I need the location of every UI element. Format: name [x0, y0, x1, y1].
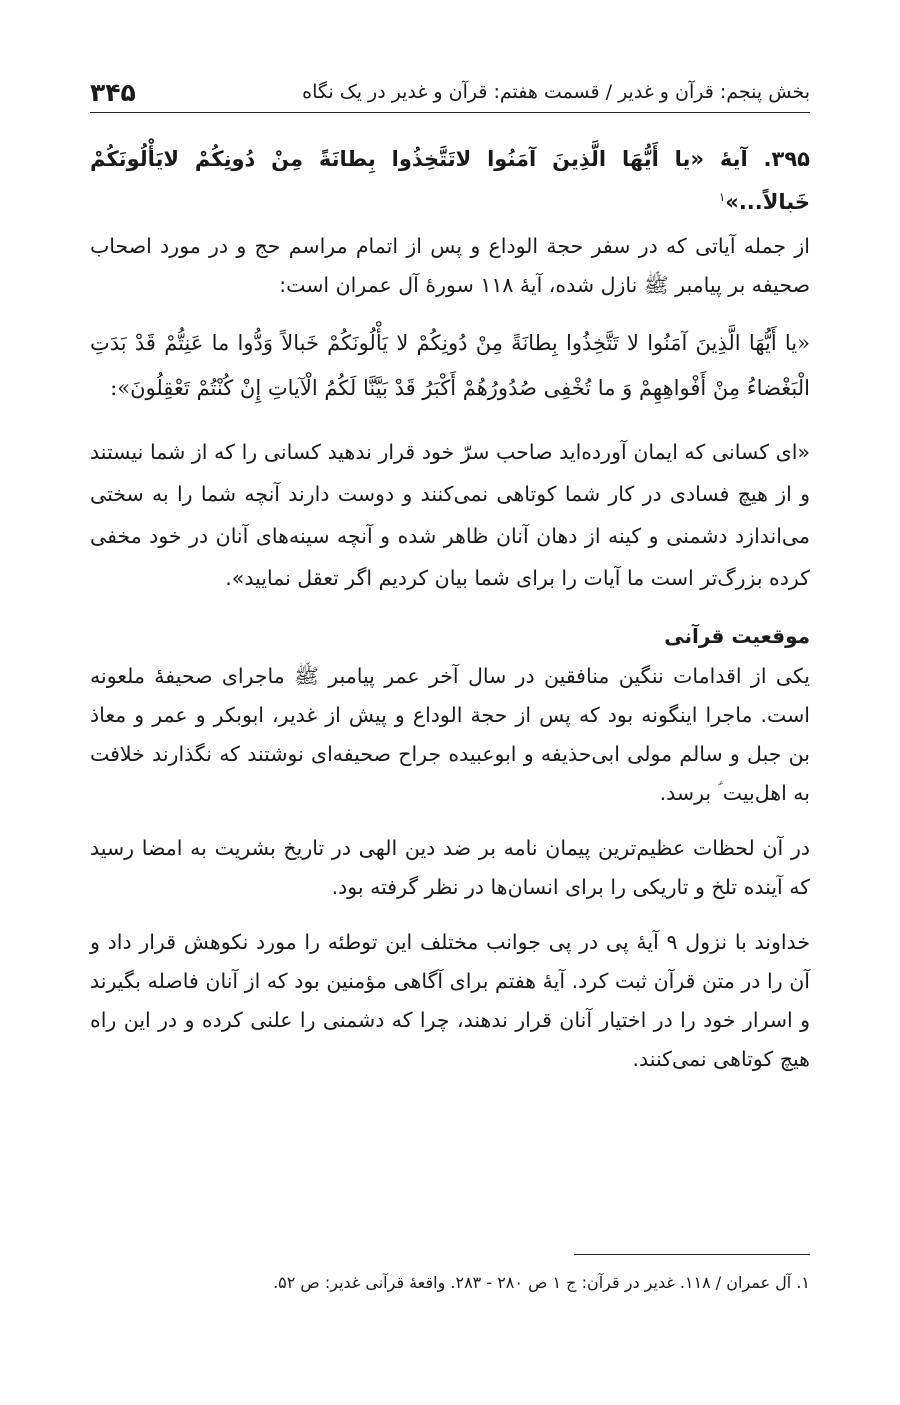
body-paragraph-1: یکی از اقدامات ننگین منافقین در سال آخر عمر پیامبر ﷺ ماجرای صحیفهٔ ملعونه است. ماجرا اینگونه بود که پس از حجة الوداع و پیش از غدیر، ابوبکر و عمر و معاذ بن جبل و سالم مولی ابی‌حذیفه و ابوعبیده جراح صحیفه‌ای نوشتند که نگذارند خلافت به اهل‌بیت ؑ برسد.	[90, 664, 810, 805]
ayah-translation: «ای کسانی که ایمان آورده‌اید صاحب سرّ خود قرار ندهید کسانی را که از شما نیستند و از هیچ فسادی در کار شما کوتاهی نمی‌کنند و دوست دارند آنچه شما را به سختی می‌اندازد دشمنی و کینه از دهان آنان ظاهر شده و آنچه سینه‌های آنان در خود مخفی کرده بزرگ‌تر است ما آیات را برای شما بیان کردیم اگر تعقل نمایید».	[90, 440, 810, 590]
footnote-divider	[574, 1254, 810, 1255]
page-number: ۳۴۵	[90, 77, 136, 107]
body-paragraph-3: خداوند با نزول ۹ آیهٔ پی در پی جوانب مختلف این توطئه را مورد نکوهش قرار داد و آن را در متن قرآن ثبت کرد. آیهٔ هفتم برای آگاهی مؤمنین بود که از آنان فاصله بگیرند و اسرار خود را در اختیار آنان قرار ندهند، چرا که دشمنی را علنی کرده و در این راه هیچ کوتاهی نمی‌کنند.	[90, 930, 810, 1071]
running-title: بخش پنجم: قرآن و غدیر / قسمت هفتم: قرآن و غدیر در یک نگاه	[302, 81, 810, 103]
footnote: ۱. آل عمران / ۱۱۸. غدیر در قرآن: ج ۱ ص ۲۸۰ - ۲۸۳. واقعهٔ قرآنی غدیر: ص ۵۲.	[273, 1273, 810, 1292]
ayah-arabic-text: «یا أَیُّهَا الَّذِینَ آمَنُوا لا تَتَّخِذُوا بِطانَةً مِنْ دُونِكُمْ لا یَأْلُونَكُمْ خَبالاً وَدُّوا ما عَنِتُّمْ قَدْ بَدَتِ الْبَغْضاءُ مِنْ أَفْواهِهِمْ وَ ما تُخْفِی صُدُورُهُمْ أَكْبَرُ قَدْ بَیَّنَّا لَكُمُ الْآیاتِ إِنْ كُنْتُمْ تَعْقِلُونَ»:	[90, 331, 810, 400]
page-header	[90, 72, 810, 113]
ayah-heading-text: ۳۹۵. آیهٔ «یا أَیُّهَا الَّذِینَ آمَنُوا لاتَتَّخِذُوا بِطانَةً مِنْ دُونِكُمْ لایَأْلُونَكُمْ خَبالاً...»	[90, 147, 810, 214]
page-content	[90, 140, 810, 1079]
intro-paragraph: از جمله آیاتی که در سفر حجة الوداع و پس از اتمام مراسم حج و در مورد اصحاب صحیفه بر پیامبر ﷺ نازل شده، آیهٔ ۱۱۸ سورهٔ آل عمران است:	[90, 234, 810, 297]
footnote-marker: ۱	[718, 190, 726, 204]
body-paragraph-2: در آن لحظات عظیم‌ترین پیمان نامه بر ضد دین الهی در تاریخ بشریت به امضا رسید که آینده تلخ و تاریکی را برای انسان‌ها در نظر گرفته بود.	[90, 836, 810, 899]
ayah-heading	[90, 140, 810, 221]
section-subheading: موقعیت قرآنی	[664, 624, 810, 648]
